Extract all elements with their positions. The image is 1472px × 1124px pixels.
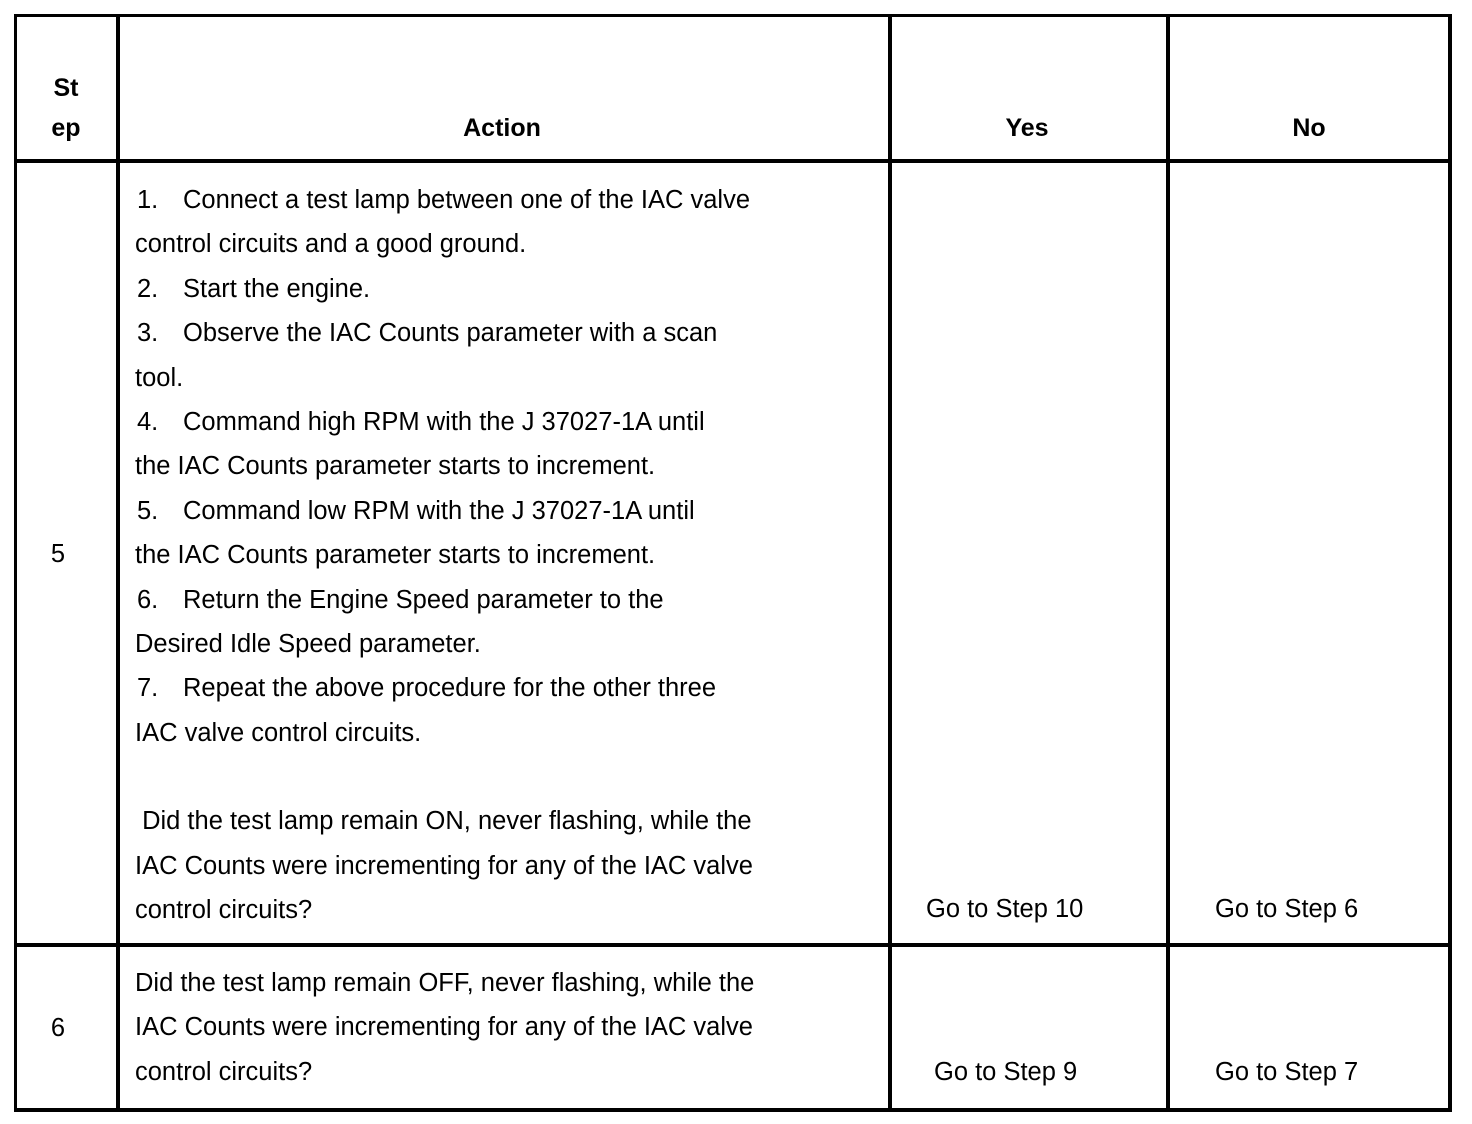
list-item-continuation: IAC valve control circuits. [135,718,422,747]
header-step-line1: St [53,74,79,102]
step-6-actions [135,961,895,1094]
list-item-continuation: Desired Idle Speed parameter. [135,629,481,658]
list-item: 1. Connect a test lamp between one of the IAC valve [137,186,751,214]
question-line: Did the test lamp remain ON, never flashing, while the [135,807,752,836]
question-line: control circuits? [135,1057,313,1086]
question-line: control circuits? [135,896,313,925]
list-item-continuation: tool. [135,363,184,392]
blank-line [135,755,895,799]
table-border-bottom [14,1108,1452,1112]
header-no: No [1292,114,1326,142]
header-step-line2: ep [51,114,81,142]
table-border-right [1448,14,1452,1112]
list-item-continuation: the IAC Counts parameter starts to increment. [135,452,656,481]
list-item: 5. Command low RPM with the J 37027-1A until [137,496,695,525]
header-yes: Yes [1005,114,1049,142]
header-step [18,68,114,148]
list-item: 4. Command high RPM with the J 37027-1A until [137,407,705,436]
question-line: Did the test lamp remain OFF, never flashing, while the [135,969,755,997]
column-divider-step [116,14,120,1112]
step-5-actions [135,178,895,933]
list-item: 2. Start the engine. [137,274,371,303]
column-divider-yes [1166,14,1170,1112]
list-item: 3. Observe the IAC Counts parameter with a scan [137,319,718,348]
step-number-5: 5 [50,540,66,568]
step-6-yes-result: Go to Step 9 [934,1058,1078,1086]
list-item: 7. Repeat the above procedure for the other three [137,674,717,703]
row-divider [14,943,1452,947]
list-item-continuation: control circuits and a good ground. [135,230,527,259]
question-line: IAC Counts were incrementing for any of the IAC valve [135,851,753,880]
list-item: 6. Return the Engine Speed parameter to the [137,585,664,614]
table-border-top [14,14,1452,17]
diagnostic-table [14,14,1452,1112]
step-number-6: 6 [50,1014,66,1042]
question-line: IAC Counts were incrementing for any of the IAC valve [135,1013,753,1042]
header-divider [14,159,1452,163]
step-6-no-result: Go to Step 7 [1215,1058,1359,1086]
table-border-left [14,14,17,1112]
step-5-yes-result: Go to Step 10 [926,895,1084,923]
header-action: Action [463,114,541,142]
list-item-continuation: the IAC Counts parameter starts to increment. [135,541,656,570]
step-5-no-result: Go to Step 6 [1215,895,1359,923]
